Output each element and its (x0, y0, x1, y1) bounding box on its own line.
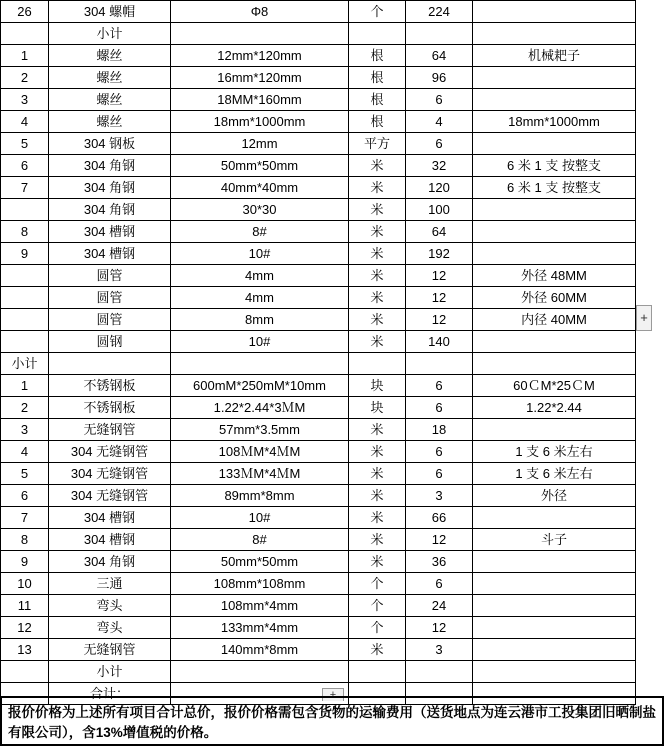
cell-qty[interactable]: 224 (406, 1, 473, 23)
cell-unit[interactable]: 米 (349, 485, 406, 507)
table-row (1, 441, 636, 463)
cell-spec[interactable]: 133mm*4mm (171, 617, 349, 639)
cell-qty[interactable]: 140 (406, 331, 473, 353)
cell-qty[interactable] (406, 23, 473, 45)
cell-spec[interactable]: 12mm*120mm (171, 45, 349, 67)
cell-qty[interactable]: 6 (406, 375, 473, 397)
cell-unit[interactable]: 米 (349, 199, 406, 221)
cell-unit[interactable]: 米 (349, 639, 406, 661)
expand-right-handle[interactable]: + (636, 305, 652, 331)
expand-bottom-handle[interactable]: + (322, 688, 344, 701)
cell-note[interactable] (473, 243, 636, 265)
cell-no[interactable]: 12 (1, 617, 49, 639)
cell-no[interactable]: 1 (1, 375, 49, 397)
cell-note[interactable]: 6 米 1 支 按整支 (473, 177, 636, 199)
cell-no[interactable]: 4 (1, 111, 49, 133)
cell-name[interactable]: 304 无缝钢管 (49, 463, 171, 485)
table-body (1, 1, 636, 705)
cell-unit[interactable]: 米 (349, 221, 406, 243)
cell-note[interactable]: 外径 60MM (473, 287, 636, 309)
table-row (1, 133, 636, 155)
cell-note[interactable] (473, 133, 636, 155)
cell-qty[interactable]: 6 (406, 441, 473, 463)
cell-name[interactable]: 圆钢 (49, 331, 171, 353)
cell-note[interactable] (473, 617, 636, 639)
cell-name[interactable]: 304 槽钢 (49, 529, 171, 551)
cell-name[interactable]: 304 钢板 (49, 133, 171, 155)
cell-note[interactable] (473, 89, 636, 111)
table-row (1, 551, 636, 573)
cell-unit[interactable]: 个 (349, 1, 406, 23)
cell-unit[interactable]: 米 (349, 265, 406, 287)
cell-unit[interactable] (349, 23, 406, 45)
cell-spec[interactable]: 108mm*108mm (171, 573, 349, 595)
cell-note[interactable] (473, 1, 636, 23)
cell-name[interactable]: 圆管 (49, 287, 171, 309)
cell-spec[interactable]: 50mm*50mm (171, 155, 349, 177)
cell-note[interactable] (473, 573, 636, 595)
cell-unit[interactable]: 米 (349, 441, 406, 463)
cell-unit[interactable]: 米 (349, 243, 406, 265)
table-row (1, 177, 636, 199)
cell-note[interactable]: 外径 (473, 485, 636, 507)
table-row (1, 199, 636, 221)
table-row (1, 661, 636, 683)
cell-note[interactable] (473, 419, 636, 441)
cell-no[interactable]: 4 (1, 441, 49, 463)
cell-name[interactable]: 弯头 (49, 617, 171, 639)
cell-spec[interactable]: 50mm*50mm (171, 551, 349, 573)
cell-unit[interactable]: 根 (349, 45, 406, 67)
cell-qty[interactable]: 12 (406, 265, 473, 287)
table-row (1, 419, 636, 441)
cell-no[interactable]: 6 (1, 485, 49, 507)
cell-qty[interactable]: 120 (406, 177, 473, 199)
cell-qty[interactable]: 6 (406, 133, 473, 155)
cell-qty[interactable]: 18 (406, 419, 473, 441)
table-row (1, 353, 636, 375)
cell-note[interactable] (473, 639, 636, 661)
cell-no[interactable]: 6 (1, 155, 49, 177)
cell-spec[interactable]: 12mm (171, 133, 349, 155)
cell-unit[interactable]: 块 (349, 375, 406, 397)
cell-no[interactable]: 9 (1, 243, 49, 265)
cell-qty[interactable]: 12 (406, 529, 473, 551)
cell-qty[interactable]: 64 (406, 221, 473, 243)
cell-name[interactable]: 螺丝 (49, 45, 171, 67)
cell-unit[interactable]: 米 (349, 309, 406, 331)
cell-no[interactable] (1, 309, 49, 331)
cell-unit[interactable]: 米 (349, 419, 406, 441)
cell-name[interactable]: 不锈钢板 (49, 397, 171, 419)
cell-unit[interactable] (349, 353, 406, 375)
cell-spec[interactable]: 8# (171, 221, 349, 243)
cell-qty[interactable]: 12 (406, 617, 473, 639)
cell-no[interactable] (1, 287, 49, 309)
cell-no[interactable]: 9 (1, 551, 49, 573)
cell-name[interactable]: 螺丝 (49, 111, 171, 133)
cell-unit[interactable]: 米 (349, 529, 406, 551)
cell-name[interactable]: 304 槽钢 (49, 243, 171, 265)
cell-spec[interactable]: 600mM*250mM*10mm (171, 375, 349, 397)
cell-qty[interactable]: 36 (406, 551, 473, 573)
cell-note[interactable]: 1.22*2.44 (473, 397, 636, 419)
cell-name[interactable]: 三通 (49, 573, 171, 595)
cell-qty[interactable]: 32 (406, 155, 473, 177)
cell-unit[interactable]: 米 (349, 287, 406, 309)
cell-unit[interactable]: 米 (349, 463, 406, 485)
cell-unit[interactable]: 米 (349, 507, 406, 529)
cell-spec[interactable]: 4mm (171, 265, 349, 287)
cell-unit[interactable]: 个 (349, 617, 406, 639)
cell-note[interactable] (473, 331, 636, 353)
cell-spec[interactable]: 10# (171, 243, 349, 265)
cell-name[interactable]: 304 角钢 (49, 177, 171, 199)
table-row (1, 243, 636, 265)
cell-spec[interactable]: 89mm*8mm (171, 485, 349, 507)
cell-unit[interactable]: 根 (349, 111, 406, 133)
table-row (1, 331, 636, 353)
cell-no[interactable] (1, 23, 49, 45)
cell-qty[interactable]: 96 (406, 67, 473, 89)
cell-note[interactable]: 1 支 6 米左右 (473, 441, 636, 463)
cell-qty[interactable]: 6 (406, 463, 473, 485)
cell-spec[interactable]: 4mm (171, 287, 349, 309)
cell-no[interactable]: 2 (1, 67, 49, 89)
table-row (1, 485, 636, 507)
cell-spec[interactable]: 57mm*3.5mm (171, 419, 349, 441)
cell-spec[interactable]: 108mm*4mm (171, 595, 349, 617)
cell-name[interactable]: 圆管 (49, 265, 171, 287)
cell-note[interactable] (473, 551, 636, 573)
cell-note[interactable] (473, 199, 636, 221)
table-row (1, 45, 636, 67)
table-row (1, 397, 636, 419)
cell-qty[interactable]: 6 (406, 573, 473, 595)
cell-spec[interactable]: 18mm*1000mm (171, 111, 349, 133)
cell-spec[interactable]: Φ8 (171, 1, 349, 23)
cell-unit[interactable]: 根 (349, 89, 406, 111)
cell-no[interactable]: 11 (1, 595, 49, 617)
cell-name[interactable]: 304 无缝钢管 (49, 441, 171, 463)
table-row (1, 265, 636, 287)
cell-note[interactable]: 外径 48MM (473, 265, 636, 287)
cell-spec[interactable] (171, 23, 349, 45)
cell-no[interactable]: 8 (1, 529, 49, 551)
cell-name[interactable]: 螺丝 (49, 89, 171, 111)
cell-spec[interactable]: 133ＭM*4ＭM (171, 463, 349, 485)
cell-name[interactable]: 无缝钢管 (49, 639, 171, 661)
quotation-statement: 报价价格为上述所有项目合计总价，报价价格需包含货物的运输费用（送货地点为连云港市工投集团旧晒制盐有限公司），含13%增值税的价格。 (0, 696, 664, 746)
cell-no[interactable] (1, 265, 49, 287)
cell-unit[interactable]: 米 (349, 551, 406, 573)
cell-spec[interactable]: 16mm*120mm (171, 67, 349, 89)
cell-no[interactable]: 1 (1, 45, 49, 67)
cell-name[interactable]: 无缝钢管 (49, 419, 171, 441)
cell-qty[interactable]: 66 (406, 507, 473, 529)
table-row (1, 639, 636, 661)
cell-spec[interactable]: 140mm*8mm (171, 639, 349, 661)
cell-unit[interactable]: 根 (349, 67, 406, 89)
cell-note[interactable] (473, 23, 636, 45)
table-row (1, 309, 636, 331)
table-row (1, 23, 636, 45)
cell-unit[interactable] (349, 661, 406, 683)
cell-unit[interactable]: 块 (349, 397, 406, 419)
cell-qty[interactable]: 4 (406, 111, 473, 133)
cell-unit[interactable]: 米 (349, 331, 406, 353)
cell-name[interactable]: 小计 (49, 23, 171, 45)
cell-name[interactable]: 螺丝 (49, 67, 171, 89)
cell-no[interactable] (1, 661, 49, 683)
table-row (1, 595, 636, 617)
cell-name[interactable]: 304 无缝钢管 (49, 485, 171, 507)
cell-no[interactable]: 7 (1, 507, 49, 529)
cell-note[interactable]: 6 米 1 支 按整支 (473, 155, 636, 177)
cell-note[interactable]: 内径 40MM (473, 309, 636, 331)
cell-note[interactable] (473, 661, 636, 683)
table-row (1, 1, 636, 23)
cell-no[interactable] (1, 331, 49, 353)
cell-qty[interactable]: 3 (406, 639, 473, 661)
cell-spec[interactable]: 40mm*40mm (171, 177, 349, 199)
cell-note[interactable] (473, 67, 636, 89)
cell-unit[interactable]: 个 (349, 595, 406, 617)
table-row (1, 375, 636, 397)
cell-no[interactable]: 13 (1, 639, 49, 661)
cell-no[interactable]: 2 (1, 397, 49, 419)
cell-qty[interactable]: 6 (406, 89, 473, 111)
table-row (1, 287, 636, 309)
cell-name[interactable]: 小计 (49, 661, 171, 683)
cell-qty[interactable]: 6 (406, 397, 473, 419)
cell-qty[interactable]: 64 (406, 45, 473, 67)
cell-spec[interactable]: 10# (171, 507, 349, 529)
cell-unit[interactable]: 平方 (349, 133, 406, 155)
cell-qty[interactable] (406, 661, 473, 683)
cell-no[interactable]: 3 (1, 89, 49, 111)
cell-qty[interactable]: 24 (406, 595, 473, 617)
cell-no[interactable]: 26 (1, 1, 49, 23)
cell-no[interactable]: 小计 (1, 353, 49, 375)
table-row (1, 617, 636, 639)
table-row (1, 507, 636, 529)
cell-note[interactable] (473, 595, 636, 617)
cell-name[interactable]: 弯头 (49, 595, 171, 617)
cell-note[interactable] (473, 507, 636, 529)
cell-qty[interactable]: 100 (406, 199, 473, 221)
cell-note[interactable] (473, 353, 636, 375)
cell-note[interactable]: 斗子 (473, 529, 636, 551)
cell-spec[interactable]: 1.22*2.44*3ＭM (171, 397, 349, 419)
cell-name[interactable]: 圆管 (49, 309, 171, 331)
cell-qty[interactable]: 192 (406, 243, 473, 265)
cell-note[interactable]: 18mm*1000mm (473, 111, 636, 133)
cell-name[interactable]: 合计： (49, 683, 171, 705)
cell-name[interactable]: 304 角钢 (49, 551, 171, 573)
cell-note[interactable]: 1 支 6 米左右 (473, 463, 636, 485)
cell-no[interactable]: 5 (1, 463, 49, 485)
cell-spec[interactable]: 108ＭM*4ＭM (171, 441, 349, 463)
cell-qty[interactable]: 12 (406, 309, 473, 331)
table-row (1, 573, 636, 595)
table-row (1, 221, 636, 243)
table-row (1, 529, 636, 551)
cell-spec[interactable] (171, 353, 349, 375)
cell-no[interactable]: 10 (1, 573, 49, 595)
cell-no[interactable] (1, 199, 49, 221)
cell-no[interactable]: 7 (1, 177, 49, 199)
cell-name[interactable]: 304 角钢 (49, 155, 171, 177)
cell-name[interactable]: 304 角钢 (49, 199, 171, 221)
cell-spec[interactable]: 18MM*160mm (171, 89, 349, 111)
cell-name[interactable]: 304 螺帽 (49, 1, 171, 23)
table-row (1, 155, 636, 177)
cell-spec[interactable]: 8mm (171, 309, 349, 331)
cell-unit[interactable]: 个 (349, 573, 406, 595)
cell-qty[interactable] (406, 353, 473, 375)
table-row (1, 463, 636, 485)
cell-spec[interactable]: 8# (171, 529, 349, 551)
cell-note[interactable]: 机械耙子 (473, 45, 636, 67)
cell-no[interactable]: 3 (1, 419, 49, 441)
cell-no[interactable]: 5 (1, 133, 49, 155)
table-row (1, 67, 636, 89)
cell-unit[interactable]: 米 (349, 177, 406, 199)
cell-name[interactable]: 304 槽钢 (49, 221, 171, 243)
cell-note[interactable] (473, 221, 636, 243)
cell-name[interactable]: 304 槽钢 (49, 507, 171, 529)
cell-name[interactable]: 不锈钢板 (49, 375, 171, 397)
cell-qty[interactable]: 12 (406, 287, 473, 309)
cell-spec[interactable]: 10# (171, 331, 349, 353)
cell-qty[interactable]: 3 (406, 485, 473, 507)
table-row (1, 111, 636, 133)
cell-no[interactable]: 8 (1, 221, 49, 243)
cell-note[interactable]: 60ＣM*25ＣM (473, 375, 636, 397)
cell-spec[interactable]: 30*30 (171, 199, 349, 221)
cell-name[interactable] (49, 353, 171, 375)
cell-unit[interactable]: 米 (349, 155, 406, 177)
cell-spec[interactable] (171, 661, 349, 683)
table-row (1, 89, 636, 111)
